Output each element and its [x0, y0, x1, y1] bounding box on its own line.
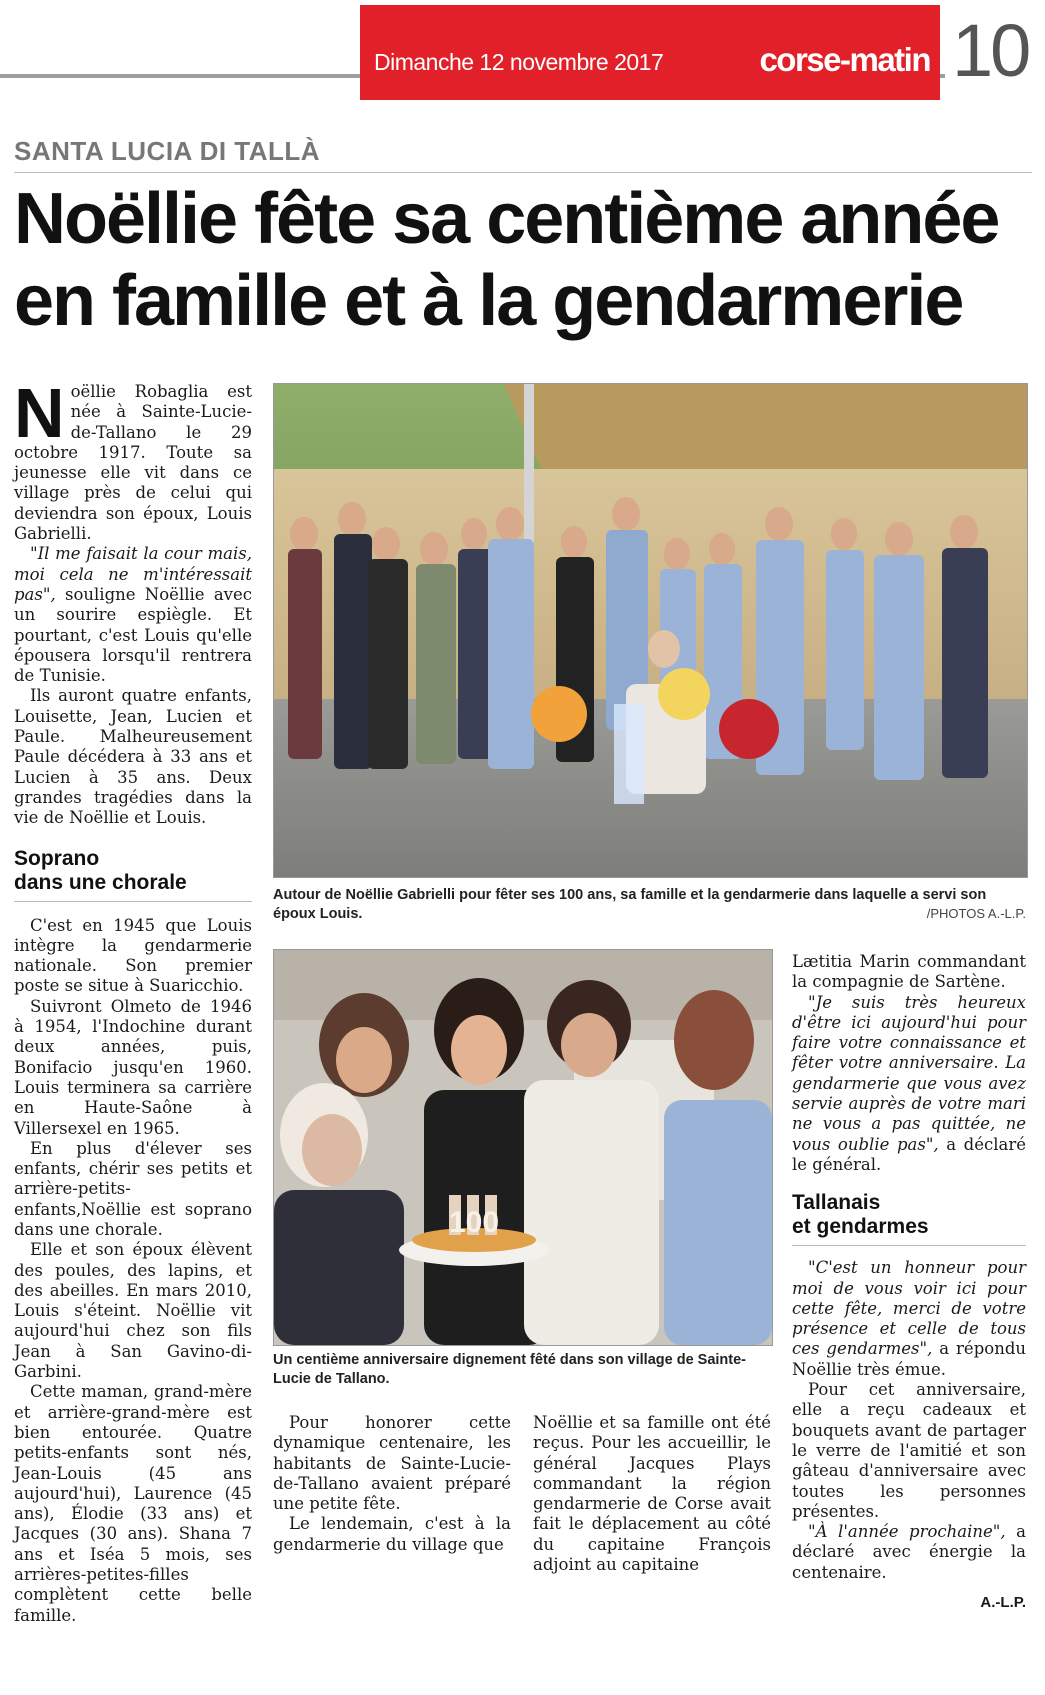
drop-cap: N: [14, 374, 65, 452]
body-paragraph: Elle et son époux élèvent des poules, des lapins, et des abeilles. En mars 2010, Louis s'éteint. Noëllie vit aujourd'hui chez son fils Jean à San Gavino-di-Garbini.: [14, 1240, 252, 1382]
body-paragraph: Pour honorer cette dynamique centenaire, les habitants de Sainte-Lucie-de-Tallano avaient préparé une petite fête.: [273, 1413, 511, 1514]
article-kicker: SANTA LUCIA DI TALLÀ: [14, 136, 321, 166]
intro-paragraph: Noëllie Robaglia est née à Sainte-Lucie-de-Tallano le 29 octobre 1917. Toute sa jeunesse elle vit dans ce village près de celui qui deviendra son époux, Louis Gabrielli.: [14, 374, 252, 544]
page-number: 10: [952, 9, 1029, 92]
column-3: [533, 1413, 771, 1575]
body-paragraph: Pour cet anniversaire, elle a reçu cadeaux et bouquets avant de partager le verre de l'amitié et son gâteau d'anniversaire avec toutes les personnes présentes.: [792, 1380, 1026, 1521]
headline-line-2: en famille et à la gendarmerie: [14, 261, 963, 341]
masthead-banner: [360, 5, 940, 100]
cake-photo-caption: Un centième anniversaire dignement fêté dans son village de Sainte-Lucie de Tallano.: [273, 1352, 747, 1387]
subhead-rule: [792, 1245, 1026, 1246]
body-paragraph: En plus d'élever ses enfants, chérir ses petits et arrière-petits-enfants,Noëllie est soprano dans une chorale.: [14, 1138, 252, 1239]
quote-paragraph: "Je suis très heureux d'être ici aujourd'hui pour faire votre connaissance et fêter votre anniversaire. La gendarmerie que vous avez servie auprès de votre mari ne vous a pas quittée, ne vous oublie pas", a déclaré le général.: [792, 992, 1026, 1174]
cake-candle-number: 100: [448, 1206, 500, 1239]
subhead-rule: [14, 901, 252, 902]
group-photo-illustration: [274, 384, 1027, 877]
body-paragraph: Lætitia Marin commandant la compagnie de Sartène.: [792, 952, 1026, 992]
cake-photo: [273, 949, 773, 1346]
quote-paragraph: "C'est un honneur pour moi de vous voir ici pour cette fête, merci de votre présence et celle de tous ces gendarmes", a répondu Noëllie très émue.: [792, 1258, 1027, 1379]
subhead-tallanais: Tallanais et gendarmes: [792, 1191, 929, 1239]
column-4: [792, 952, 1026, 1613]
column-2: [273, 1413, 511, 1555]
group-photo: [273, 383, 1028, 878]
quote-paragraph: "Il me faisait la cour mais, moi cela ne m'intéressait pas", souligne Noëllie avec un sourire espiègle. Et pourtant, c'est Louis qu'elle épousera lorsqu'il rentrera de Tunisie.: [14, 544, 252, 686]
group-photo-caption: Autour de Noëllie Gabrielli pour fêter ses 100 ans, sa famille et la gendarmerie dans laquelle a servi son époux Louis.: [273, 887, 987, 922]
body-paragraph: Suivront Olmeto de 1946 à 1954, l'Indochine durant deux années, puis, Bonifacio jusqu'en 1960. Louis terminera sa carrière en Haute-Saône à Villersexel en 1965.: [14, 996, 252, 1138]
author-signature: A.-L.P.: [980, 1594, 1026, 1612]
body-paragraph: Ils auront quatre enfants, Louisette, Jean, Lucien et Paule. Malheureusement Paule décédera à 33 ans et Lucien à 35 ans. Deux grandes tragédies dans la vie de Noëllie et Louis.: [14, 686, 252, 828]
photo-credit: /PHOTOS A.-L.P.: [926, 906, 1026, 921]
article-headline: [14, 178, 1034, 342]
body-paragraph: C'est en 1945 que Louis intègre la gendarmerie nationale. Son premier poste se situe à Suaricchio.: [14, 915, 252, 996]
body-paragraph: Cette maman, grand-mère et arrière-grand-mère est bien entourée. Quatre petits-enfants sont nés, Jean-Louis (45 ans aujourd'hui), Laurence (45 ans), Élodie (33 ans) et Jacques (30 ans). Shana 7 ans et Iséa 5 mois, ses arrières-petites-filles complètent cette belle famille.: [14, 1382, 252, 1625]
body-paragraph: Le lendemain, c'est à la gendarmerie du village que: [273, 1514, 511, 1554]
kicker-rule: [14, 172, 1032, 173]
cake-photo-illustration: [274, 950, 772, 1345]
headline-line-1: Noëllie fête sa centième année: [14, 179, 999, 259]
column-1: [14, 374, 252, 1626]
issue-date: Dimanche 12 novembre 2017: [374, 49, 664, 75]
subhead-soprano: Soprano dans une chorale: [14, 846, 187, 894]
quote-paragraph: "À l'année prochaine", a déclaré avec énergie la centenaire.: [792, 1522, 1026, 1582]
brand-logo: corse-matin: [759, 41, 930, 78]
body-paragraph: Noëllie et sa famille ont été reçus. Pour les accueillir, le général Jacques Plays commandant la région gendarmerie de Corse avait fait le déplacement au côté du capitaine François adjoint au capitaine: [533, 1413, 771, 1575]
